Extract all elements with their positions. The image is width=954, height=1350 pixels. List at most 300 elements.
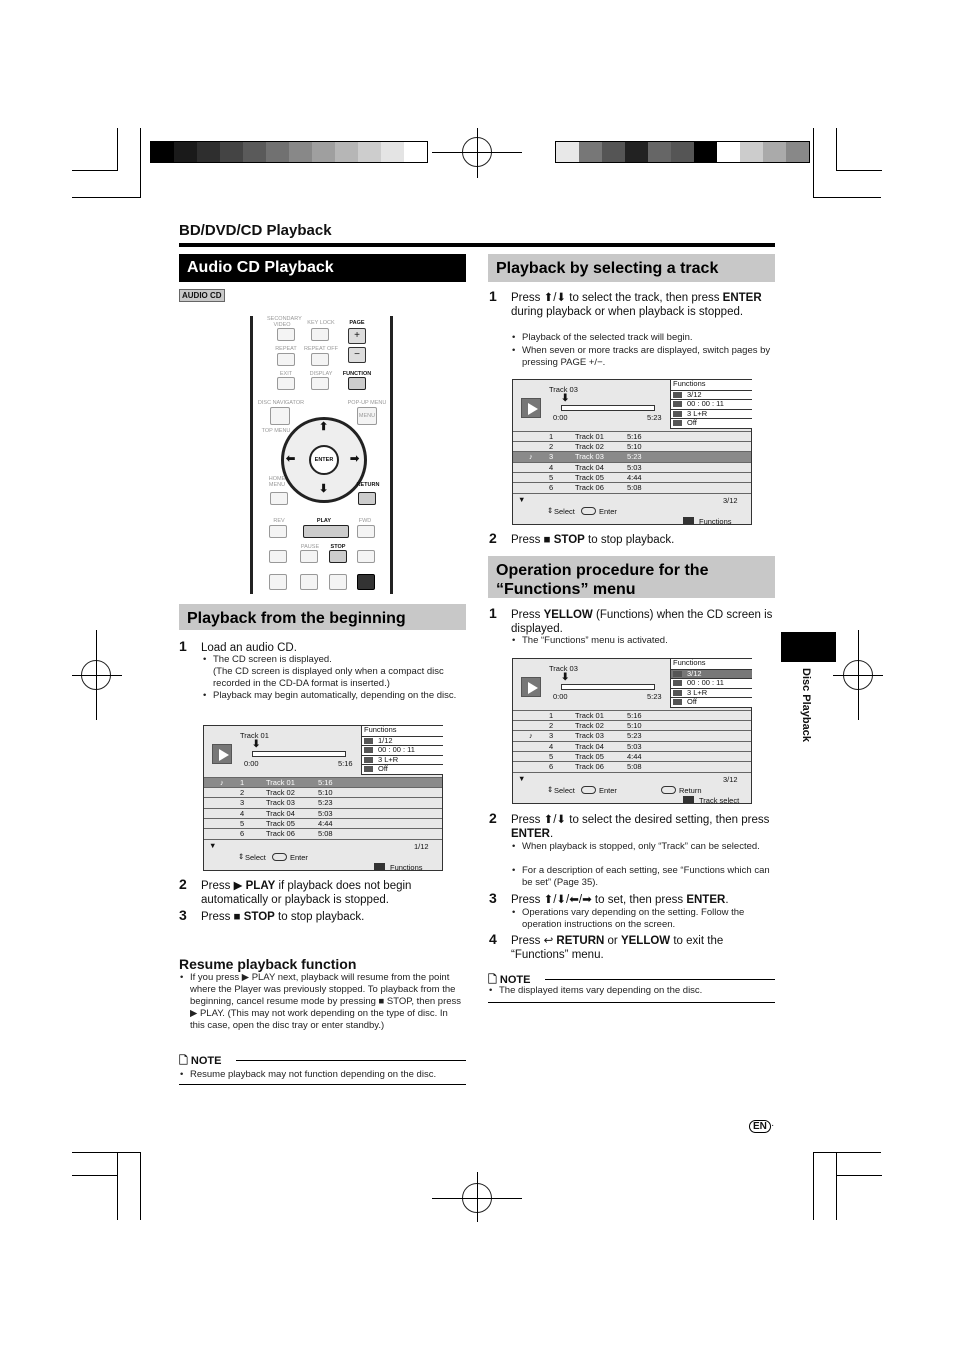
enter-icon — [581, 507, 596, 515]
display-button — [311, 377, 329, 390]
crop-mark — [813, 128, 814, 198]
clock-icon — [673, 401, 682, 407]
track-icon — [673, 671, 682, 677]
step-2-play — [179, 876, 466, 907]
track-cell: 5:03 — [627, 462, 642, 472]
page-down-icon: ▼ — [209, 841, 217, 850]
color-swatch — [266, 142, 289, 162]
step-2-stop — [489, 530, 773, 548]
arrow-up-icon: ⬆ — [319, 421, 329, 433]
bullet-text: (The CD screen is displayed only when a compact disc recorded in the CD-DA format is inserted.) — [213, 666, 444, 689]
audio-icon — [364, 757, 373, 763]
track-cell: 4 — [549, 741, 554, 751]
fn-repeat — [671, 418, 752, 428]
step-text: Load an audio CD. — [201, 642, 297, 654]
step-text: Press ↩ — [511, 935, 557, 947]
fn-track-selected — [671, 669, 752, 679]
bullet — [522, 841, 772, 853]
skip-back-button — [269, 550, 287, 563]
fwd-button — [357, 525, 375, 538]
note-label: NOTE — [499, 974, 531, 986]
color-swatch — [151, 142, 174, 162]
return-hint: Return — [679, 786, 702, 795]
color-swatch — [243, 142, 266, 162]
track-cell: 5 — [549, 751, 554, 761]
step-number: 3 — [489, 890, 497, 906]
pause-button — [300, 550, 318, 563]
key-lock-button — [311, 328, 329, 341]
secondary-video-button — [277, 328, 295, 341]
crop-mark — [140, 128, 141, 198]
color-bar-left — [150, 141, 428, 163]
select-hint: Select — [554, 786, 575, 795]
remote-label: PLAY — [316, 518, 332, 524]
track-cell: 4:44 — [627, 472, 642, 482]
step-text: Press ⬆/⬇ to select the desired setting, then press — [511, 814, 770, 826]
select-hint: Select — [245, 853, 266, 862]
track-row — [513, 710, 751, 720]
resume-text — [190, 972, 464, 1032]
track-cell: 5 — [549, 472, 554, 482]
bullet-text: If you press ▶ PLAY next, playback will resume from the point where the Player was previously stopped. To playback from the beginning, cancel resume mode by pressing ■ STOP, then press ▶ PLAY. (This may not work depending on the type of disc. In this case, open the disc tray or enter standby.) — [190, 972, 462, 1031]
step-number: 1 — [489, 605, 497, 621]
clock-icon — [364, 747, 373, 753]
updown-icon: ⇕ — [547, 785, 554, 794]
bullet — [213, 654, 463, 690]
remote-label: SECONDARY VIDEO — [267, 316, 302, 328]
track-row — [513, 761, 751, 771]
heading-audio-cd-playback: Audio CD Playback — [179, 254, 466, 282]
current-track: Track 03 — [549, 664, 578, 673]
step-1-yellow — [489, 605, 773, 636]
step-text: if playback does not begin automatically or playback is stopped. — [201, 880, 412, 906]
color-swatch — [671, 142, 694, 162]
fn-track — [671, 390, 752, 400]
heading-playback-by-selecting-track: Playback by selecting a track — [488, 254, 775, 282]
fn-time — [671, 399, 752, 409]
step-text: Press ⬆/⬇/⬅/➡ to set, then press — [511, 894, 687, 906]
bullet-text: The CD screen is displayed. — [213, 654, 332, 665]
position-arrow-icon: ⬇ — [561, 672, 570, 683]
repeat-icon — [364, 766, 373, 772]
return-icon — [661, 786, 676, 794]
note-rule-bottom — [179, 1084, 466, 1085]
track-cell: 5 — [240, 818, 245, 828]
repeat-icon — [673, 699, 682, 705]
track-cell: 2 — [240, 788, 245, 798]
track-row — [513, 441, 751, 451]
track-icon — [673, 392, 682, 398]
fn-audio — [671, 688, 752, 698]
track-cell: 5:08 — [627, 482, 642, 492]
fn-value: 3 L+R — [687, 687, 708, 697]
select-hint: Select — [554, 507, 575, 516]
track-cell: Track 03 — [575, 731, 604, 741]
track-row — [204, 787, 442, 797]
remote-label: EXIT — [279, 371, 293, 377]
step-4-exit — [489, 931, 773, 962]
crop-mark — [858, 630, 859, 720]
track-cell: Track 03 — [266, 798, 295, 808]
note-icon: ♪ — [529, 731, 533, 741]
arrow-right-icon: ➡ — [350, 453, 360, 465]
track-row — [513, 751, 751, 761]
step-text: to stop playback. — [584, 534, 675, 546]
heading-functions-menu: Operation procedure for the “Functions” menu — [488, 556, 775, 598]
functions-title: Functions — [673, 658, 706, 667]
fn-audio — [671, 409, 752, 419]
color-button-blue — [269, 574, 287, 590]
track-cell: 6 — [549, 761, 554, 771]
track-row — [204, 818, 442, 828]
cd-screen-right-1 — [512, 379, 752, 525]
color-swatch — [625, 142, 648, 162]
audio-icon — [673, 411, 682, 417]
resume-heading: Resume playback function — [179, 956, 357, 972]
track-cell: 5:10 — [627, 442, 642, 452]
return-button — [358, 492, 376, 505]
time-start: 0:00 — [553, 413, 568, 422]
crop-mark — [140, 1152, 141, 1220]
track-cell: 5:23 — [627, 452, 642, 462]
bullet-text: The “Functions” menu is activated. — [522, 635, 668, 646]
step-text: or — [604, 935, 621, 947]
track-cell: 5:16 — [627, 711, 642, 720]
crop-mark — [477, 1172, 478, 1222]
track-cell: 5:08 — [627, 761, 642, 771]
fn-track — [362, 736, 443, 746]
track-cell: 5:23 — [318, 798, 333, 808]
remote-label: DISC NAVIGATOR — [257, 400, 305, 406]
track-row — [204, 828, 442, 838]
track-cell: 5:10 — [627, 721, 642, 731]
time-end: 5:16 — [338, 759, 353, 768]
track-cell: 5:16 — [318, 778, 333, 787]
track-list — [513, 710, 751, 771]
track-cell: Track 05 — [266, 818, 295, 828]
fn-value: 3 L+R — [378, 754, 399, 764]
track-cell: Track 06 — [575, 761, 604, 771]
play-icon — [212, 744, 232, 764]
play-icon — [521, 398, 541, 418]
remote-label: TOP MENU — [261, 428, 291, 434]
bullet — [522, 332, 772, 344]
crop-mark — [836, 128, 837, 170]
cd-screen-right-2 — [512, 658, 752, 804]
fn-value: 3/12 — [687, 389, 702, 399]
fn-repeat — [362, 764, 443, 774]
color-swatch — [694, 142, 717, 162]
enter-icon — [272, 853, 287, 861]
remote-label: HOME MENU — [268, 476, 286, 488]
step-text: . — [725, 894, 729, 906]
remote-label: PAUSE — [300, 544, 320, 550]
track-cell: 4 — [240, 808, 245, 818]
time-start: 0:00 — [244, 759, 259, 768]
track-cell: Track 06 — [266, 828, 295, 838]
track-cell: 5:10 — [318, 788, 333, 798]
color-swatch — [404, 142, 427, 162]
remote-label: PAGE — [349, 320, 365, 326]
section-title: BD/DVD/CD Playback — [179, 222, 332, 239]
fn-value: Off — [378, 764, 388, 773]
bullet-text: Playback may begin automatically, depending on the disc. — [213, 690, 457, 701]
step-key: STOP — [243, 911, 275, 923]
color-swatch — [602, 142, 625, 162]
note-label: NOTE — [190, 1055, 222, 1067]
track-cell: 3 — [549, 731, 554, 741]
stop-button — [329, 550, 347, 563]
remote-label: MENU — [358, 413, 376, 419]
color-swatch — [220, 142, 243, 162]
step-key: STOP — [553, 534, 585, 546]
bullet — [522, 345, 772, 369]
step-1-select-track — [489, 288, 773, 319]
language-badge: EN — [749, 1120, 771, 1133]
bullet — [213, 690, 463, 702]
remote-label: REPEAT — [275, 346, 297, 352]
note-icon: 🗋 — [179, 1055, 188, 1067]
audio-icon — [673, 690, 682, 696]
track-row — [513, 482, 751, 492]
track-cell: 4:44 — [627, 751, 642, 761]
note-text — [499, 985, 773, 997]
track-row — [204, 777, 442, 787]
fn-value: Off — [687, 697, 697, 706]
fn-repeat — [671, 697, 752, 707]
time-start: 0:00 — [553, 692, 568, 701]
track-cell: 5:03 — [627, 741, 642, 751]
step-number: 2 — [489, 810, 497, 826]
home-menu-button — [270, 492, 288, 505]
step-text: during playback or when playback is stopped. — [511, 305, 744, 318]
track-cell: 3 — [549, 452, 554, 462]
step-key: YELLOW — [543, 609, 593, 621]
track-cell: 1 — [240, 778, 245, 787]
color-swatch — [197, 142, 220, 162]
step-text: Press ⬆/⬇ to select the track, then press — [511, 292, 723, 304]
track-cell: 4:44 — [318, 818, 333, 828]
page-plus-button: + — [348, 328, 366, 344]
page-indicator: 3/12 — [723, 496, 738, 505]
arrow-down-icon: ⬇ — [319, 483, 329, 495]
track-cell: Track 01 — [575, 432, 604, 441]
color-swatch — [174, 142, 197, 162]
track-cell: Track 04 — [266, 808, 295, 818]
crop-mark — [72, 1152, 140, 1153]
note-rule-bottom — [488, 1002, 775, 1003]
crop-mark — [477, 128, 478, 178]
current-track: Track 03 — [549, 385, 578, 394]
step-text: . — [549, 827, 554, 840]
function-key-icon — [374, 863, 385, 871]
functions-title: Functions — [364, 725, 397, 734]
progress-bar — [561, 684, 655, 690]
page-indicator: 3/12 — [723, 775, 738, 784]
step-key: YELLOW — [620, 935, 671, 947]
fn-value: 00 : 00 : 11 — [687, 399, 724, 408]
color-swatch — [358, 142, 381, 162]
step-text: Press ▶ — [201, 880, 246, 892]
color-swatch — [648, 142, 671, 162]
remote-label: ENTER — [314, 457, 334, 463]
note-icon: 🗋 — [488, 974, 497, 986]
track-row — [513, 462, 751, 472]
color-swatch — [335, 142, 358, 162]
play-icon — [521, 677, 541, 697]
note-text — [190, 1069, 464, 1081]
color-swatch — [381, 142, 404, 162]
functions-hint: Functions — [699, 517, 732, 526]
step-number: 4 — [489, 931, 497, 947]
step-key: ENTER — [686, 894, 726, 906]
bullet — [522, 865, 772, 889]
color-button-red — [300, 574, 318, 590]
bullet-text: For a description of each setting, see “Functions which can be set” (Page 35). — [522, 865, 770, 888]
enter-hint: Enter — [599, 786, 617, 795]
track-row — [513, 431, 751, 441]
remote-label: FUNCTION — [342, 371, 372, 377]
color-swatch — [717, 142, 740, 162]
track-cell: Track 02 — [266, 788, 295, 798]
track-cell: Track 06 — [575, 482, 604, 492]
bullet — [522, 635, 772, 647]
cd-screen-left — [203, 725, 443, 871]
color-swatch — [740, 142, 763, 162]
color-swatch — [289, 142, 312, 162]
crop-mark — [96, 630, 97, 720]
fn-audio — [362, 755, 443, 765]
skip-forward-button — [357, 550, 375, 563]
crop-mark — [117, 128, 118, 170]
step-3-stop — [179, 907, 466, 925]
remote-label: REPEAT OFF — [303, 346, 339, 352]
position-arrow-icon: ⬇ — [561, 393, 570, 404]
track-cell: 3 — [240, 798, 245, 808]
track-list — [204, 777, 442, 838]
step-text: Press ■ — [511, 534, 554, 546]
screen-footer — [513, 772, 751, 804]
current-track: Track 01 — [240, 731, 269, 740]
color-button-yellow — [357, 574, 375, 590]
color-swatch — [312, 142, 335, 162]
step-key: ENTER — [722, 292, 762, 304]
page-minus-button: − — [348, 347, 366, 363]
step-number: 3 — [179, 907, 187, 923]
fn-value: Off — [687, 418, 697, 427]
crop-mark — [813, 1152, 814, 1220]
note-icon: ♪ — [220, 778, 224, 787]
bullet-text: When playback is stopped, only “Track” can be selected. — [522, 841, 760, 852]
track-cell: Track 03 — [575, 452, 604, 462]
fn-value: 3 L+R — [687, 408, 708, 418]
crop-mark — [72, 170, 118, 171]
track-cell: 2 — [549, 721, 554, 731]
track-cell: 5:03 — [318, 808, 333, 818]
track-cell: Track 05 — [575, 472, 604, 482]
disc-navigator-button — [270, 407, 290, 425]
track-list — [513, 431, 751, 492]
bullet-text: The displayed items vary depending on the disc. — [499, 985, 703, 996]
note-rule — [236, 1060, 466, 1061]
functions-panel — [670, 380, 752, 429]
functions-hint: Functions — [390, 863, 423, 872]
track-cell: Track 01 — [266, 778, 295, 787]
crop-mark — [117, 1152, 118, 1220]
step-text: Press ■ — [201, 911, 244, 923]
track-cell: 1 — [549, 432, 554, 441]
function-key-icon — [683, 796, 694, 804]
track-cell: Track 02 — [575, 721, 604, 731]
track-select-hint: Track select — [699, 796, 740, 805]
track-cell: Track 04 — [575, 741, 604, 751]
step-number: 1 — [489, 288, 497, 304]
enter-button — [309, 445, 339, 475]
track-cell: 5:16 — [627, 432, 642, 441]
audio-cd-badge: AUDIO CD — [179, 289, 225, 302]
track-cell: 5:23 — [627, 731, 642, 741]
crop-mark — [813, 197, 881, 198]
remote-label: DISPLAY — [309, 371, 333, 377]
track-cell: Track 04 — [575, 462, 604, 472]
functions-title: Functions — [673, 379, 706, 388]
enter-hint: Enter — [599, 507, 617, 516]
color-swatch — [556, 142, 579, 162]
bullet — [522, 907, 772, 931]
track-cell: 6 — [549, 482, 554, 492]
bullet-text: Resume playback may not function depending on the disc. — [190, 1069, 437, 1080]
page-indicator: 1/12 — [414, 842, 429, 851]
step-text: (Functions) when the CD screen is displayed. — [511, 609, 773, 635]
repeat-icon — [673, 420, 682, 426]
track-cell: 1 — [549, 711, 554, 720]
bullet-text: When seven or more tracks are displayed, switch pages by pressing PAGE +/−. — [522, 345, 771, 368]
crop-mark — [813, 1152, 881, 1153]
track-cell: Track 02 — [575, 442, 604, 452]
side-tab-marker — [781, 632, 836, 662]
fn-value: 3/12 — [687, 668, 702, 678]
enter-icon — [581, 786, 596, 794]
step-key: PLAY — [245, 880, 276, 892]
updown-icon: ⇕ — [547, 506, 554, 515]
functions-panel — [361, 726, 443, 775]
track-cell: 5:08 — [318, 828, 333, 838]
remote-control-illustration — [250, 316, 393, 594]
enter-hint: Enter — [290, 853, 308, 862]
fn-value: 00 : 00 : 11 — [378, 745, 415, 754]
step-3-set — [489, 890, 773, 908]
step-key: RETURN — [556, 935, 605, 947]
remote-label: STOP — [330, 544, 346, 550]
track-icon — [364, 738, 373, 744]
crop-mark — [836, 170, 882, 171]
crop-mark — [836, 1175, 882, 1176]
track-row — [204, 797, 442, 807]
time-end: 5:23 — [647, 692, 662, 701]
play-button — [303, 525, 349, 538]
position-arrow-icon: ⬇ — [252, 739, 261, 750]
side-tab-label: Disc Playback — [800, 668, 812, 742]
time-end: 5:23 — [647, 413, 662, 422]
screen-footer — [204, 839, 442, 871]
track-cell: Track 05 — [575, 751, 604, 761]
color-swatch — [579, 142, 602, 162]
track-cell: 2 — [549, 442, 554, 452]
track-row — [513, 741, 751, 751]
remote-label: POP-UP MENU — [347, 400, 387, 406]
color-swatch — [786, 142, 809, 162]
color-button-green — [329, 574, 347, 590]
